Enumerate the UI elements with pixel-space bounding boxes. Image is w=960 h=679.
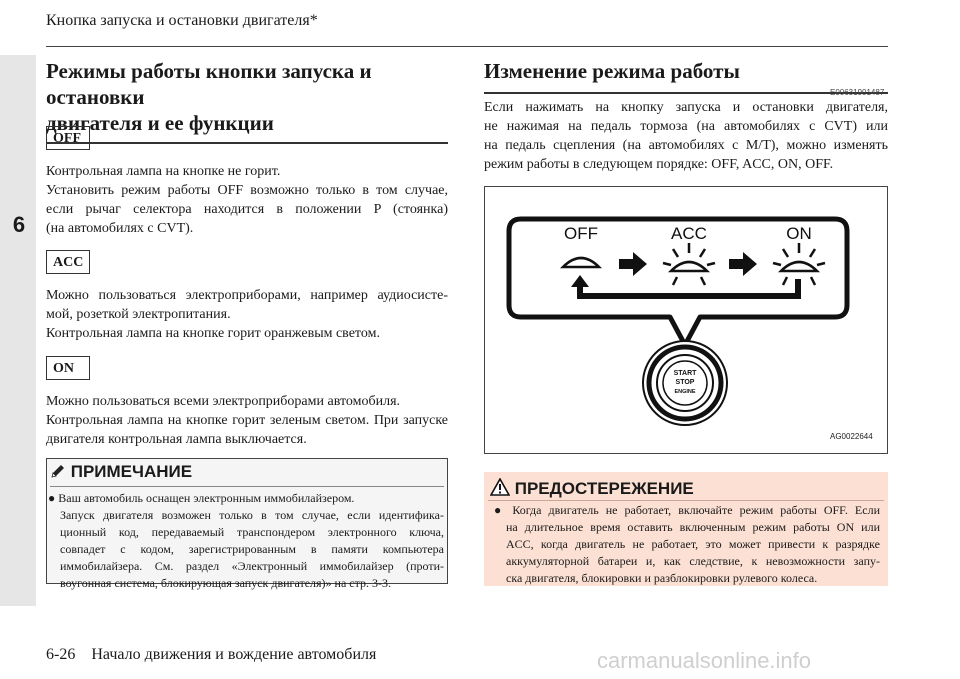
section-title-modes: Режимы работы кнопки запуска и остановки двигателя и ее функции bbox=[46, 58, 448, 144]
svg-text:START: START bbox=[673, 370, 697, 377]
warning-divider bbox=[488, 500, 884, 501]
page-footer bbox=[46, 646, 376, 664]
header-rule bbox=[46, 46, 888, 47]
warning-triangle-icon bbox=[490, 478, 510, 496]
change-mode-intro: Если нажимать на кнопку запуска и остановки двигателя, не нажимая на педаль тормоза (на автомобилях с CVT) или на педаль сцепления (на автомобилях с M/T), можно изменять режим работы в следующем порядке: OFF, ACC, ON, OFF. bbox=[484, 100, 888, 172]
mode-sequence-figure bbox=[484, 186, 888, 454]
start-stop-button-icon bbox=[643, 341, 727, 425]
page-number: 6-26 bbox=[46, 646, 76, 663]
warning-text: ● Когда двигатель не работает, включайте режим работы OFF. Если на длительное время оставить включенным режим работы ON или ACC, когда двигатель не работает, это может привести к разрядке аккумуляторной батареи и, как следствие, к невозможности запу- ска двигателя, блокировки и разблокировки рулевого колеса. bbox=[494, 503, 880, 585]
mode-on-description: Можно пользоваться всеми электроприборами автомобиля. Контрольная лампа на кнопке горит зеленым светом. При запуске двигателя контрольная лампа выключается. bbox=[46, 394, 448, 447]
mode-label-acc: ACC bbox=[46, 250, 90, 274]
mode-acc-description: Можно пользоваться электроприборами, например аудиосисте- мой, розеткой электропитания. Контрольная лампа на кнопке горит оранжевым светом. bbox=[46, 288, 448, 341]
note-text: ● Ваш автомобиль оснащен электронным иммобилайзером. Запуск двигателя возможен только в том случае, если идентифика- ционный код, передаваемый транспондером электронного ключа, совпадет с кодом, зарегистрированным в памяти компьютера иммобилайзера. См. раздел «Электронный иммобилайзер (проти- воугонная система, блокирующая запуск двигателя)» на стр. 3-3. bbox=[48, 491, 444, 590]
bullet-icon: ● bbox=[494, 503, 506, 517]
mode-diagram bbox=[485, 187, 887, 453]
svg-text:STOP: STOP bbox=[675, 379, 695, 386]
label-acc: ACC bbox=[671, 224, 707, 243]
note-divider bbox=[50, 486, 444, 487]
running-title: Кнопка запуска и остановки двигателя* bbox=[46, 12, 318, 29]
chapter-title: Начало движения и вождение автомобиля bbox=[91, 646, 377, 663]
section-title-change-mode: Изменение режима работы bbox=[484, 58, 888, 94]
mode-label-off: OFF bbox=[46, 126, 90, 150]
section-code: E00631901487 bbox=[830, 88, 885, 97]
label-on: ON bbox=[786, 224, 812, 243]
watermark: carmanualsonline.info bbox=[597, 648, 812, 673]
warning-heading: ПРЕДОСТЕРЕЖЕНИЕ bbox=[490, 478, 694, 499]
svg-text:ENGINE: ENGINE bbox=[674, 389, 696, 395]
chapter-side-tab bbox=[0, 55, 36, 606]
pencil-icon bbox=[50, 463, 66, 479]
figure-code: AG0022644 bbox=[830, 432, 873, 441]
mode-off-description: Контрольная лампа на кнопке не горит. Установить режим работы OFF возможно только в том случае, если рычаг селектора находится в положении P (стоянка) (на автомобилях с CVT). bbox=[46, 164, 448, 236]
bullet-icon: ● bbox=[48, 491, 56, 505]
chapter-number: 6 bbox=[12, 212, 26, 237]
note-heading: ПРИМЕЧАНИЕ bbox=[50, 462, 192, 482]
label-off: OFF bbox=[564, 224, 598, 243]
mode-label-on: ON bbox=[46, 356, 90, 380]
